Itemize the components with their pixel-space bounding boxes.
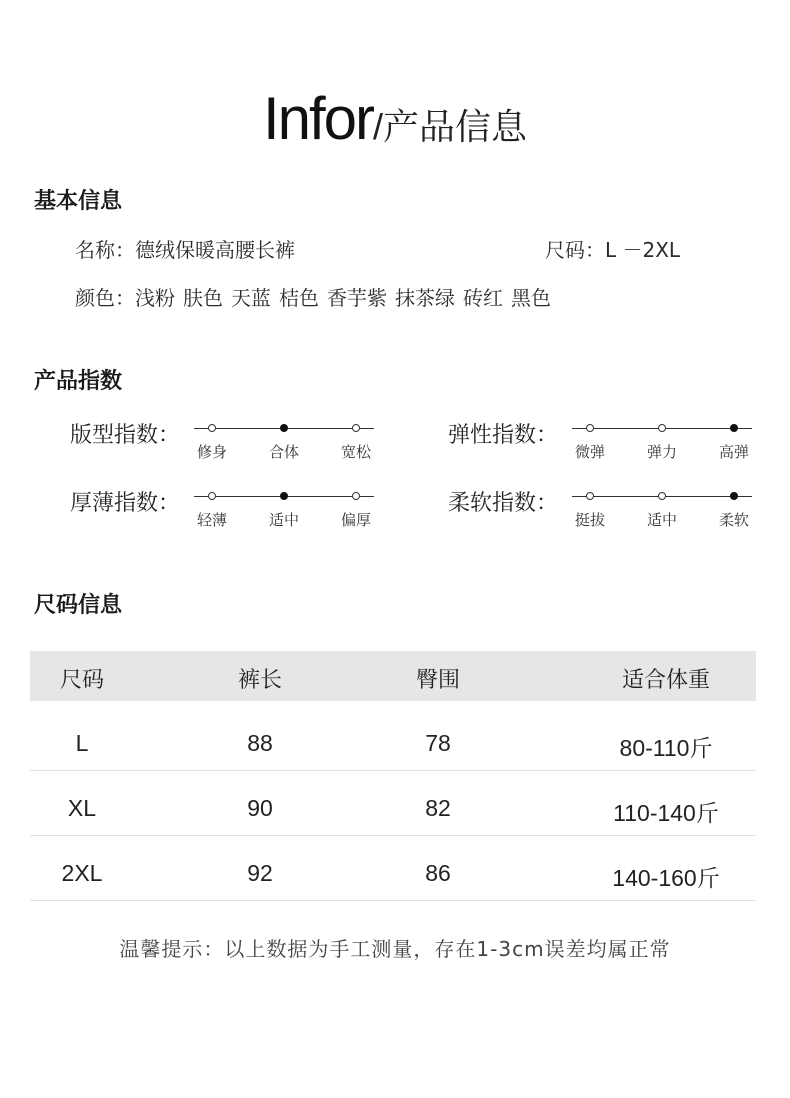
index-dot: [352, 424, 360, 432]
name-label: 名称：: [75, 238, 135, 262]
title-slash: /: [373, 106, 384, 147]
product-index-heading: 产品指数: [34, 369, 123, 394]
size-value: L －2XL: [605, 238, 681, 262]
table-cell: 88: [247, 730, 273, 756]
index-tick-label: 合体: [268, 443, 300, 461]
product-name: [75, 234, 295, 263]
title-chinese: 产品信息: [383, 107, 528, 148]
color-item: 天蓝: [231, 286, 271, 310]
index-label: 弹性指数：: [448, 423, 559, 448]
size-info-heading: 尺码信息: [34, 593, 123, 618]
index-dot: [352, 492, 360, 500]
index-elasticity: [448, 418, 758, 468]
index-tick-label: 弹力: [646, 443, 678, 461]
size-table-header: [30, 651, 756, 701]
table-row: [30, 706, 756, 771]
table-cell: 92: [247, 860, 273, 886]
index-tick-label: 适中: [268, 511, 300, 529]
column-header: 臀围: [415, 668, 461, 693]
table-cell: L: [75, 730, 89, 756]
index-tick-label: 适中: [646, 511, 678, 529]
title-english: Infor: [262, 85, 374, 152]
color-item: 黑色: [511, 286, 551, 310]
index-dot-selected: [280, 492, 288, 500]
product-size-range: [545, 234, 680, 263]
index-dot-selected: [280, 424, 288, 432]
table-cell: 86: [425, 860, 451, 886]
column-header: 尺码: [59, 668, 105, 693]
index-fit: [70, 418, 380, 468]
index-dot: [586, 492, 594, 500]
table-row: [30, 771, 756, 836]
color-item: 肤色: [183, 286, 223, 310]
index-tick-label: 微弹: [574, 443, 606, 461]
index-dot: [208, 492, 216, 500]
index-dot-selected: [730, 424, 738, 432]
color-item: 香芋紫: [327, 286, 387, 310]
table-cell: 110-140斤: [613, 800, 719, 826]
basic-info-heading: 基本信息: [34, 189, 123, 214]
table-cell: 78: [425, 730, 451, 756]
index-label: 版型指数：: [70, 423, 181, 448]
table-cell: 2XL: [61, 860, 103, 886]
index-dot: [658, 424, 666, 432]
table-cell: 140-160斤: [612, 865, 720, 891]
table-cell: XL: [67, 795, 97, 821]
index-tick-label: 偏厚: [340, 511, 372, 529]
index-label: 厚薄指数：: [70, 491, 181, 516]
color-item: 桔色: [279, 286, 319, 310]
product-colors: [75, 282, 559, 311]
color-label: 颜色：: [75, 286, 135, 310]
index-thickness: [70, 486, 380, 536]
index-label: 柔软指数：: [448, 491, 559, 516]
color-item: 抹茶绿: [395, 286, 455, 310]
name-value: 德绒保暖高腰长裤: [135, 238, 295, 262]
column-header: 裤长: [237, 668, 283, 693]
index-dot: [208, 424, 216, 432]
index-dot-selected: [730, 492, 738, 500]
index-softness: [448, 486, 758, 536]
index-tick-label: 高弹: [718, 443, 750, 461]
table-row: [30, 836, 756, 901]
index-dot: [586, 424, 594, 432]
table-cell: 80-110斤: [619, 735, 713, 761]
column-header: 适合体重: [621, 668, 711, 693]
measurement-tip: 温馨提示：以上数据为手工测量，存在1-3cm误差均属正常: [119, 937, 671, 961]
color-item: 浅粉: [135, 286, 175, 310]
index-tick-label: 挺拔: [574, 511, 606, 529]
index-tick-label: 修身: [196, 443, 228, 461]
page-title: [0, 84, 790, 153]
size-label: 尺码：: [545, 238, 605, 262]
index-tick-label: 柔软: [718, 511, 750, 529]
table-cell: 90: [247, 795, 273, 821]
color-item: 砖红: [463, 286, 503, 310]
index-tick-label: 轻薄: [196, 511, 228, 529]
index-tick-label: 宽松: [340, 443, 372, 461]
table-cell: 82: [425, 795, 451, 821]
index-dot: [658, 492, 666, 500]
